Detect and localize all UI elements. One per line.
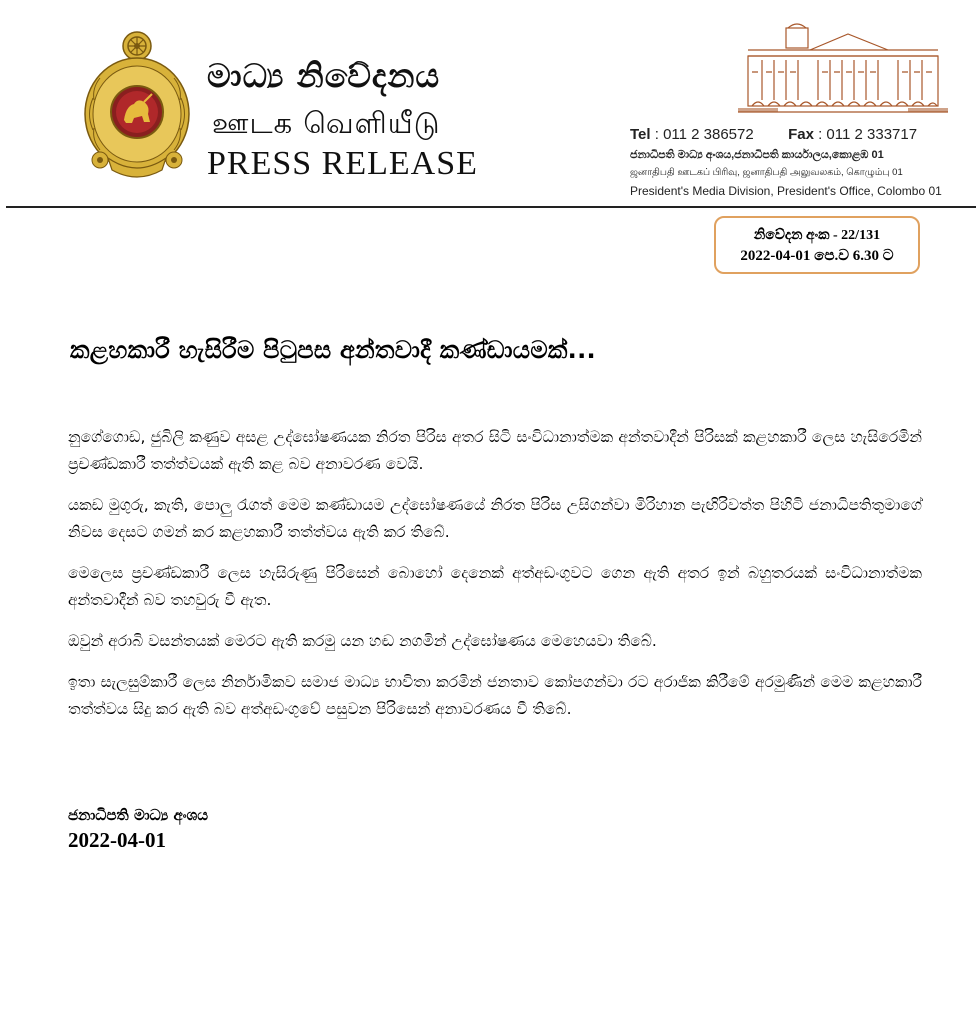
article-paragraph: මෙලෙස ප්‍රචණ්ඩකාරී ලෙස හැසිරුණු පිරිසෙන් බොහෝ දෙනෙක් අත්අඩංගුවට ගෙන ඇති අතර ඉන් බහුතරයක් සංවිධානාත්මක අන්තවාදීන් බව තහවුරු වී ඇත. <box>68 564 922 609</box>
presidential-secretariat-building-icon <box>738 20 948 120</box>
tel-number: : 011 2 386572 <box>654 126 754 143</box>
tel-label: Tel <box>630 126 651 143</box>
reference-box <box>714 216 920 274</box>
press-release-title-tamil: ஊடக வெளியீடு <box>212 106 441 140</box>
signature-date: 2022-04-01 <box>68 828 166 852</box>
contact-block <box>630 124 956 200</box>
header-divider <box>6 206 976 208</box>
signature-name: ජනාධිපති මාධ්‍ය අංශය <box>68 806 209 824</box>
press-release-title-english: PRESS RELEASE <box>207 145 478 182</box>
sri-lanka-emblem-icon <box>78 28 196 184</box>
reference-number: නිවේදන අංක - 22/131 <box>753 228 881 243</box>
article-headline: කළහකාරී හැසිරීම පිටුපස අන්තවාදී කණ්ඩායමක්... <box>70 336 596 364</box>
address-tamil: ஜனாதிபதி ஊடகப் பிரிவு, ஜனாதிபதி அலுவலகம், கொழும்பு 01 <box>630 167 903 178</box>
address-sinhala: ජනාධිපති මාධ්‍ය අංශය,ජනාධිපති කාර්යාලය,කොළඹ 01 <box>630 149 884 161</box>
phone-fax-line <box>630 124 956 146</box>
article-paragraph: ඉතා සැලසුම්කාරී ලෙස නිර්නාමිකව සමාජ මාධ්‍ය භාවිතා කරමින් ජනතාව කෝපගන්වා රට අරාජික කිරීමේ අරමුණින් මෙම කළහකාරී තත්ත්වය සිදු කර ඇති බව අත්අඩංගුවේ පසුවන පිරිසෙන් අනාවරණය වී තිබේ. <box>68 673 922 718</box>
reference-datetime: 2022-04-01 පෙ.ව 6.30 ට <box>740 248 894 264</box>
address-english: President's Media Division, President's Office, Colombo 01 <box>630 184 942 198</box>
article-paragraph: නුගේගොඩ, ජුබිලි කණුව අසළ උද්ඝෝෂණයක නිරත පිරිස අතර සිටි සංවිධානාත්මක අන්තවාදීන් පිරිසක් කළහකාරී ලෙස හැසිරෙමින් ප්‍රචණ්ඩකාරී තත්ත්වයක් ඇති කළ බව අනාවරණ වෙයි. <box>68 428 922 473</box>
article-paragraph: ඔවුන් අරාබි වසන්තයක් මෙරට ඇති කරමු යන හඬ නගමින් උද්ඝෝෂණය මෙහෙයවා තිබේ. <box>68 632 657 650</box>
press-release-title-sinhala: මාධ්‍ය නිවේදනය <box>207 56 441 95</box>
fax-label: Fax <box>788 126 814 143</box>
article-body <box>68 424 922 737</box>
fax-number: : 011 2 333717 <box>818 126 918 143</box>
article-paragraph: යකඩ මුගුරු, කැති, පොලු රැගත් මෙම කණ්ඩායම උද්ඝෝෂණයේ නිරත පිරිස උසිගන්වා මිරිහාන පැඟිරිවත්ත පිහිටි ජනාධිපතිතුමාගේ නිවස දෙසට ගමන් කර කළහකාරී තත්ත්වය ඇති කර තිබේ. <box>68 496 922 541</box>
